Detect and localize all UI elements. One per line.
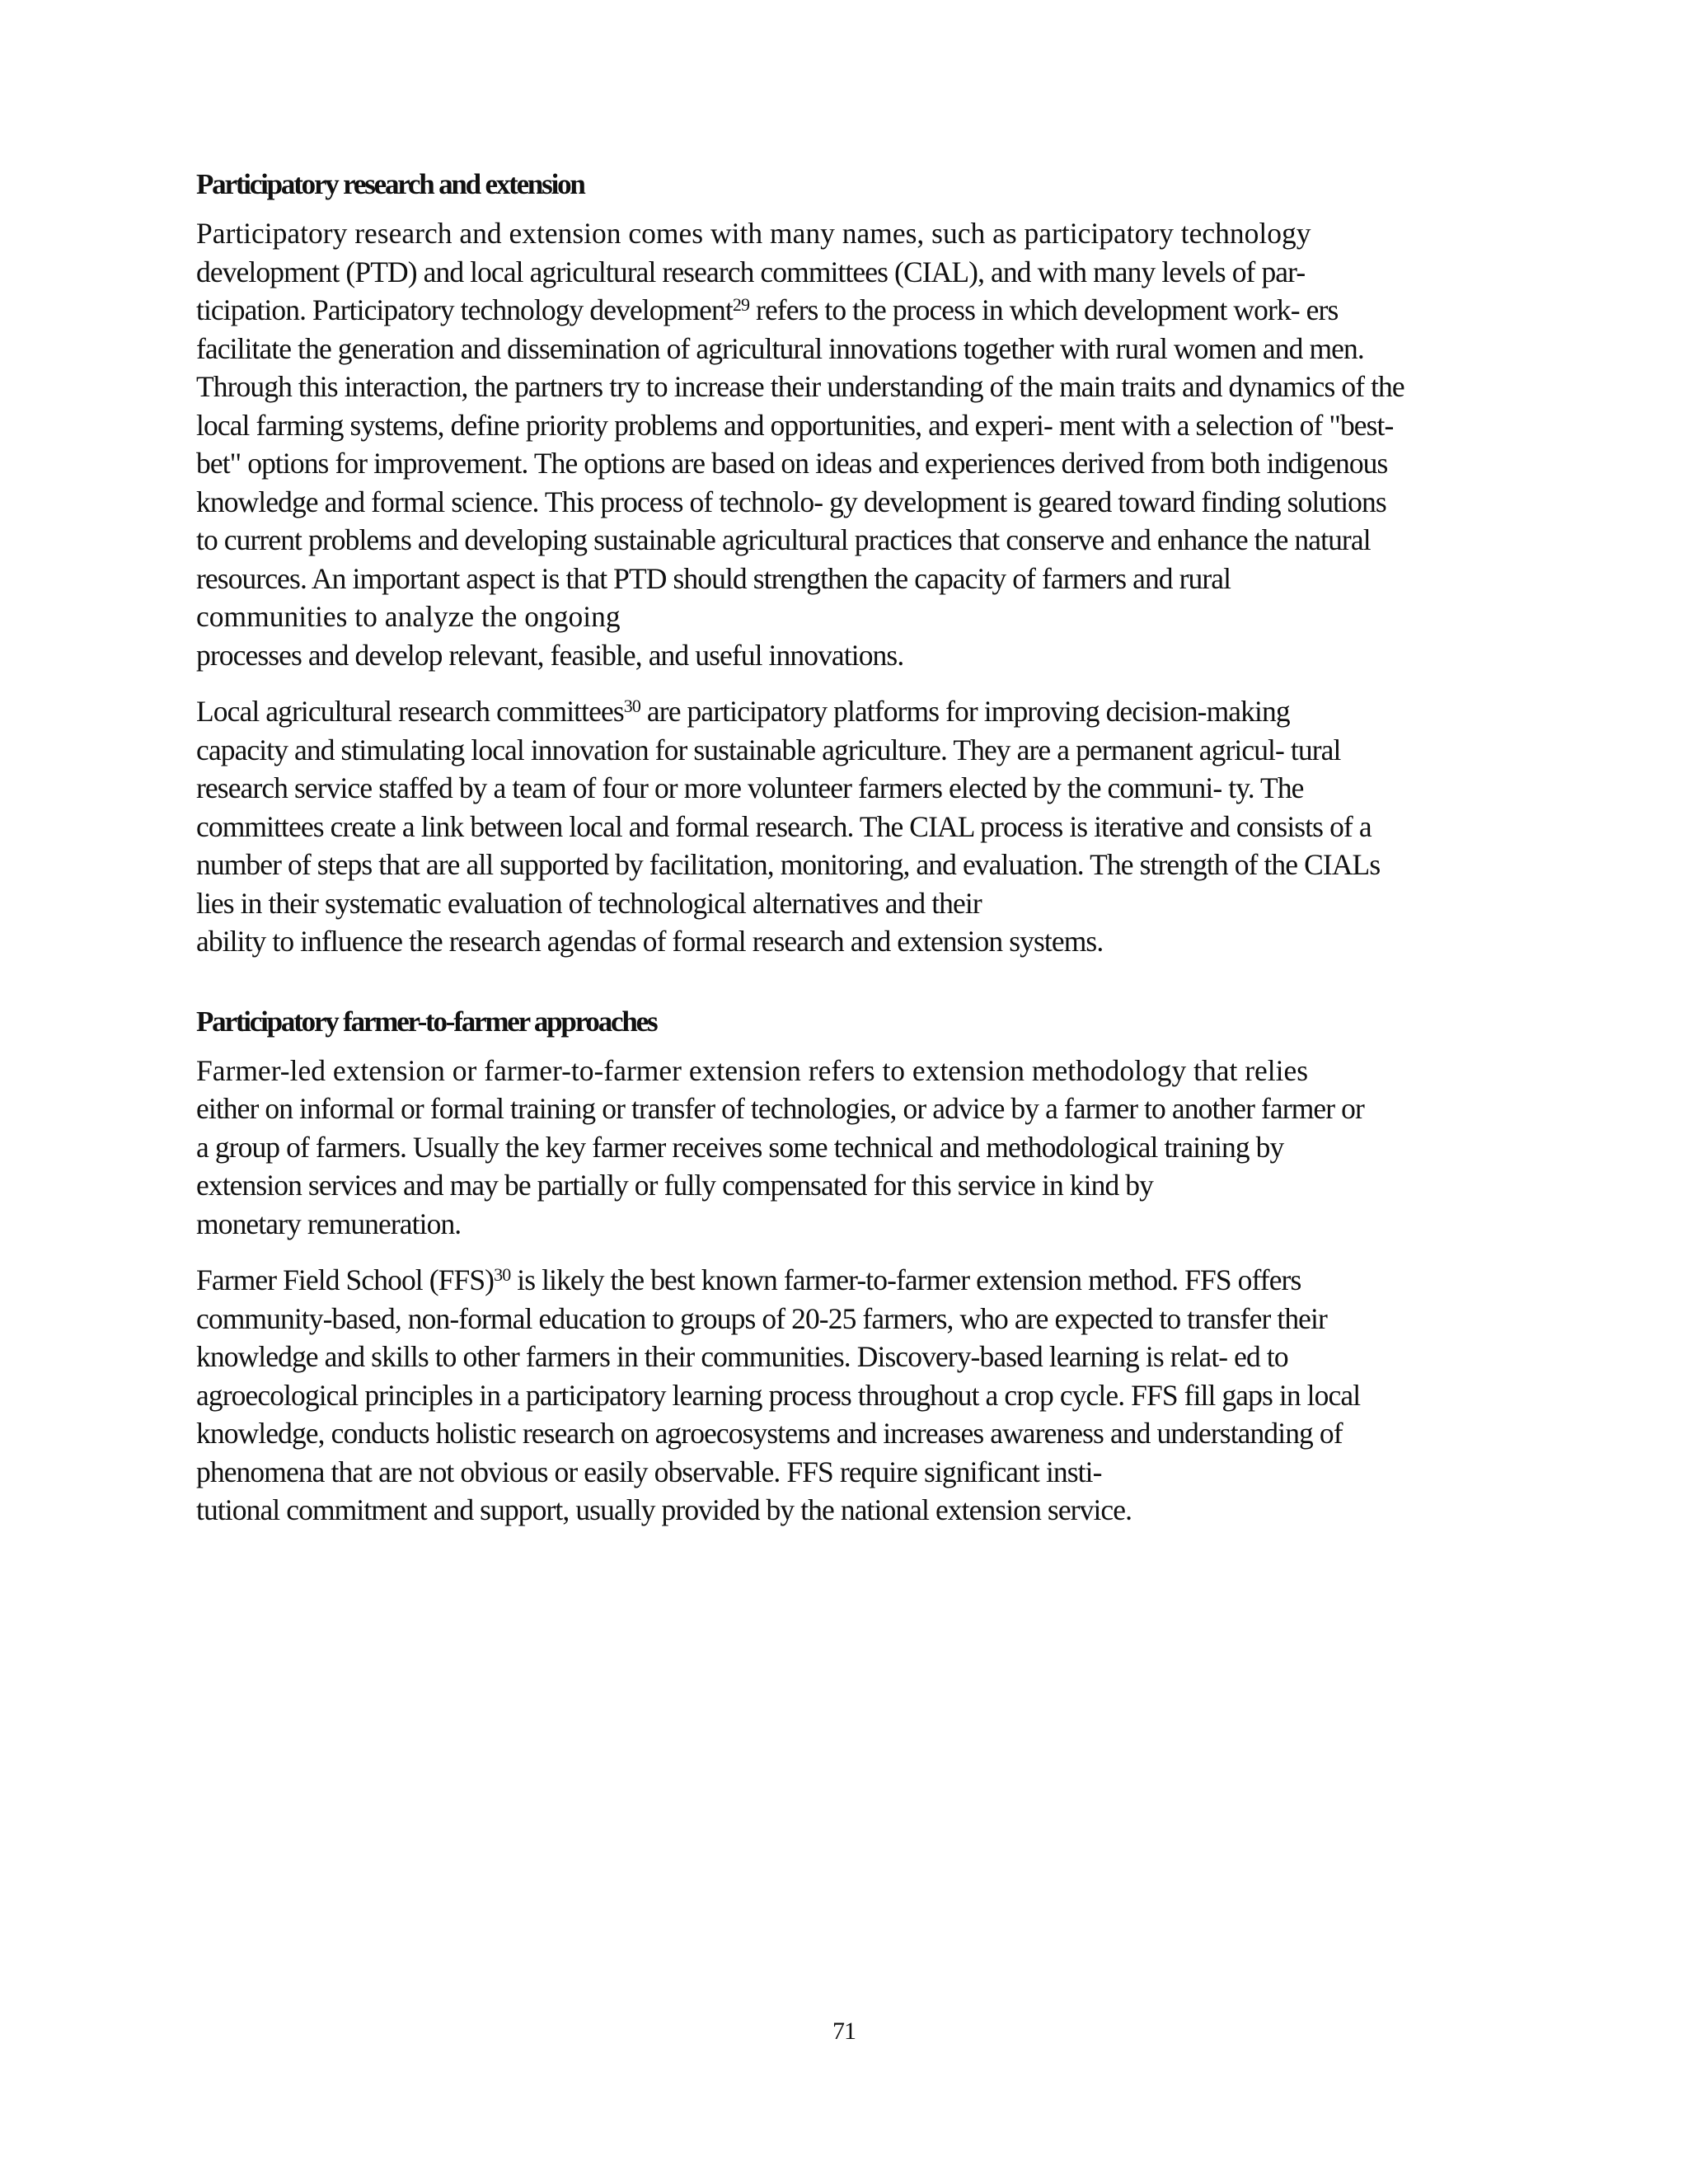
- text-fragment: refers to the process in which development work- ers: [749, 293, 1339, 326]
- section-heading: Participatory farmer-to-farmer approaches: [196, 1005, 657, 1038]
- section-heading: Participatory research and extension: [196, 168, 584, 200]
- text-fragment: Farmer Field School (FFS): [196, 1263, 495, 1296]
- text-line: lies in their systematic evaluation of technological alternatives and their: [196, 886, 982, 920]
- text-line: number of steps that are all supported by facilitation, monitoring, and evaluation. The strength of the CIALs: [196, 848, 1381, 881]
- text-line: bet" options for improvement. The options are based on ideas and experiences derived from both indigenous: [196, 447, 1388, 480]
- text-line: community-based, non-formal education to groups of 20-25 farmers, who are expected to transfer their: [196, 1301, 1327, 1335]
- text-line: resources. An important aspect is that PTD should strengthen the capacity of farmers and rural: [196, 561, 1231, 595]
- paragraph-cial: [196, 692, 1507, 961]
- text-line: [196, 291, 1507, 330]
- text-line: to current problems and developing sustainable agricultural practices that conserve and enhance the natural: [196, 523, 1371, 556]
- text-line: Farmer-led extension or farmer-to-farmer extension refers to extension methodology that relies: [196, 1053, 1309, 1087]
- footnote-marker: 30: [494, 1264, 511, 1285]
- footnote-marker: 29: [732, 294, 750, 315]
- text-fragment: is likely the best known farmer-to-farmer extension method. FFS offers: [510, 1263, 1301, 1296]
- text-line: processes and develop relevant, feasible, and useful innovations.: [196, 638, 904, 672]
- text-line: ability to influence the research agendas of formal research and extension systems.: [196, 925, 1104, 958]
- text-line: knowledge, conducts holistic research on agroecosystems and increases awareness and understanding of: [196, 1417, 1343, 1450]
- text-fragment: are participatory platforms for improving decision-making: [640, 695, 1290, 728]
- page-content: [196, 162, 1507, 1548]
- text-line: either on informal or formal training or transfer of technologies, or advice by a farmer to another farmer or: [196, 1092, 1364, 1125]
- text-line: Through this interaction, the partners try to increase their understanding of the main traits and dynamics of the: [196, 370, 1404, 403]
- text-line: committees create a link between local and formal research. The CIAL process is iterative and consists of a: [196, 809, 1372, 843]
- page-number: 71: [832, 2018, 856, 2045]
- footnote-marker: 30: [623, 696, 640, 716]
- text-line: [196, 1261, 1507, 1300]
- text-line: knowledge and skills to other farmers in their communities. Discovery-based learning is relat- ed to: [196, 1340, 1288, 1373]
- text-fragment: Local agricultural research committees: [196, 695, 624, 728]
- paragraph-ffs: [196, 1261, 1507, 1530]
- text-line: research service staffed by a team of four or more volunteer farmers elected by the communi- ty. The: [196, 771, 1304, 804]
- text-line: Participatory research and extension comes with many names, such as participatory technology: [196, 217, 1311, 250]
- text-line: capacity and stimulating local innovation for sustainable agriculture. They are a permanent agricul- tural: [196, 733, 1341, 766]
- text-fragment: ticipation. Participatory technology development: [196, 293, 733, 326]
- text-line: agroecological principles in a participatory learning process throughout a crop cycle. FFS fill gaps in local: [196, 1378, 1361, 1412]
- paragraph-ptd: [196, 214, 1507, 674]
- section-farmer-to-farmer: [196, 999, 1507, 1530]
- text-line: extension services and may be partially or fully compensated for this service in kind by: [196, 1169, 1153, 1202]
- section-participatory-research: [196, 162, 1507, 961]
- text-line: phenomena that are not obvious or easily observable. FFS require significant insti-: [196, 1455, 1102, 1488]
- paragraph-farmer-led: [196, 1052, 1507, 1244]
- text-line: knowledge and formal science. This process of technolo- gy development is geared toward finding solutions: [196, 485, 1386, 518]
- text-line: facilitate the generation and dissemination of agricultural innovations together with rural women and men.: [196, 331, 1364, 365]
- text-line: local farming systems, define priority problems and opportunities, and experi- ment with a selection of "best-: [196, 408, 1394, 442]
- text-line: monetary remuneration.: [196, 1207, 462, 1240]
- text-line: tutional commitment and support, usually provided by the national extension service.: [196, 1493, 1132, 1526]
- text-line: [196, 692, 1507, 731]
- text-line: development (PTD) and local agricultural research committees (CIAL), and with many levels of par-: [196, 255, 1306, 288]
- text-line: a group of farmers. Usually the key farmer receives some technical and methodological training by: [196, 1130, 1284, 1164]
- text-line: communities to analyze the ongoing: [196, 600, 621, 633]
